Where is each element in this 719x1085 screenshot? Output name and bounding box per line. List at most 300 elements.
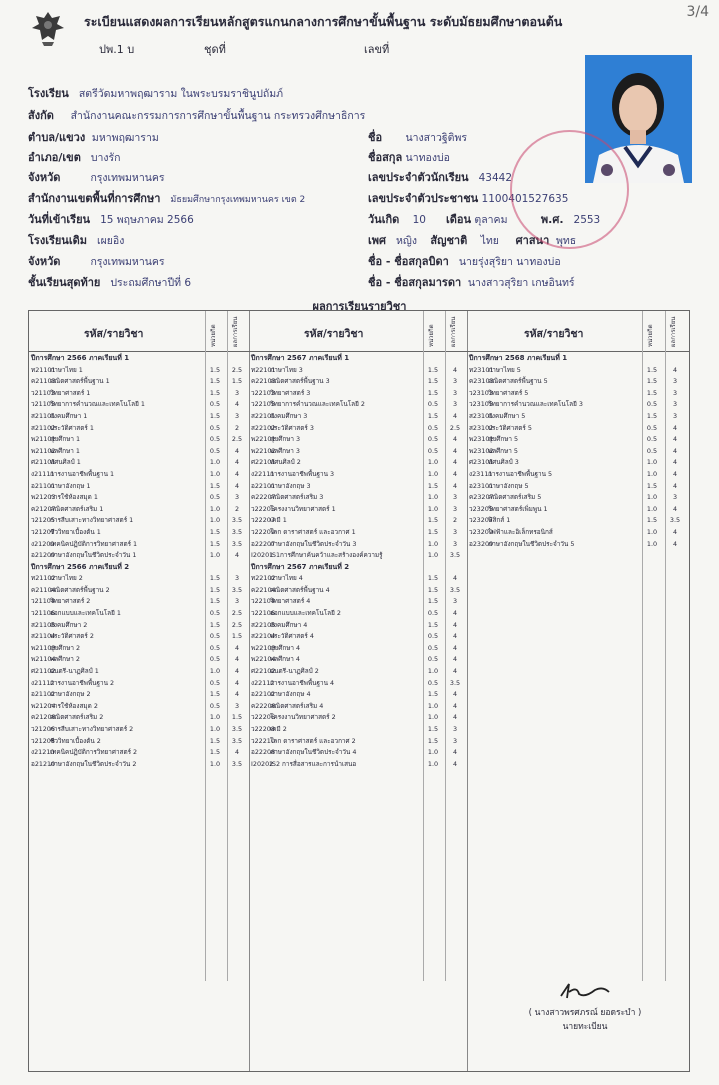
course-code: อ21209 — [31, 551, 56, 560]
course-grade: 3.5 — [231, 725, 243, 733]
school-name: สตรีวัดมหาพฤฒาราม ในพระบรมราชินูปถัมภ์ — [78, 88, 284, 100]
course-row — [469, 515, 687, 527]
citizen-id-row: เลขประจำตัวประชาชน 1100401527635 — [368, 192, 569, 205]
course-name: สังคมศึกษา 3 — [270, 411, 308, 420]
course-grade: 3 — [452, 527, 458, 536]
course-row — [251, 712, 465, 724]
course-grade: 3 — [452, 539, 458, 548]
course-row — [251, 376, 465, 388]
course-name: ภาษาอังกฤษ 4 — [270, 690, 311, 699]
course-grade: 3 — [452, 377, 458, 386]
course-code: ท23101 — [469, 365, 494, 374]
course-credit: 1.0 — [646, 458, 658, 467]
course-grade: 3 — [452, 504, 458, 513]
course-code: ค21104 — [31, 585, 56, 594]
results-title: ผลการเรียนรายวิชา — [312, 300, 407, 313]
course-name: ภาษาอังกฤษในชีวิตประจำวัน 2 — [50, 759, 137, 768]
course-row — [31, 585, 247, 597]
course-grade: 4 — [452, 643, 458, 652]
course-credit: 0.5 — [646, 435, 658, 444]
course-row — [31, 573, 247, 585]
course-grade: 2.5 — [231, 365, 243, 374]
course-code: ส23101 — [469, 411, 494, 420]
course-row — [31, 504, 247, 516]
course-grade: 4 — [452, 667, 458, 676]
course-name: การงานอาชีพพื้นฐาน 3 — [270, 469, 335, 478]
course-name: คณิตศาสตร์พื้นฐาน 3 — [270, 377, 330, 386]
area-office-row: สำนักงานเขตพื้นที่การศึกษา มัธยมศึกษากรุงเทพมหานคร เขต 2 — [28, 192, 306, 205]
course-code: ว21104 — [31, 597, 55, 606]
course-name: คณิตศาสตร์เสริม 2 — [50, 713, 104, 722]
province-row: จังหวัด กรุงเทพมหานคร — [28, 171, 165, 184]
course-name: โลก ดาราศาสตร์ และอวกาศ 2 — [270, 736, 356, 745]
course-grade: 4 — [452, 655, 458, 664]
course-grade: 4 — [452, 701, 458, 710]
course-name: สุขศึกษา 4 — [270, 643, 301, 652]
course-row — [31, 724, 247, 736]
term-heading: ปีการศึกษา 2566 ภาคเรียนที่ 1 — [31, 354, 130, 362]
course-grade: 3.5 — [669, 516, 681, 525]
course-name: ออกแบบและเทคโนโลยี 1 — [50, 609, 121, 618]
course-code: พ21203 — [31, 493, 56, 502]
course-name: ทัศนศิลป์ 2 — [270, 458, 301, 467]
course-credit: 1.0 — [646, 469, 658, 478]
course-row — [251, 492, 465, 504]
course-credit: 0.5 — [427, 400, 439, 409]
course-code: ว21105 — [31, 400, 55, 409]
course-name: วิทยาศาสตร์ 3 — [270, 388, 311, 397]
course-credit: 0.5 — [427, 678, 439, 687]
course-row — [31, 701, 247, 713]
course-name: สังคมศึกษา 1 — [50, 411, 88, 420]
course-row — [469, 527, 687, 539]
registrar-signature-block — [505, 980, 665, 1033]
student-surname-row: ชื่อสกุล นาทองบ่อ — [368, 151, 450, 164]
term-heading: ปีการศึกษา 2567 ภาคเรียนที่ 1 — [251, 354, 350, 362]
birthdate-row: วันเกิด 10 เดือน ตุลาคม พ.ศ. 2553 — [368, 213, 601, 226]
course-credit: 1.5 — [209, 527, 221, 536]
course-name: สังคมศึกษา 2 — [50, 620, 88, 629]
course-credit: 1.5 — [209, 388, 221, 397]
course-code: ง21111 — [31, 469, 55, 478]
course-name: สุขศึกษา 1 — [50, 435, 81, 444]
course-name: เทคนิคปฏิบัติการวิทยาศาสตร์ 2 — [50, 748, 138, 757]
course-credit: 1.5 — [646, 365, 658, 374]
course-code: พ21102 — [31, 446, 56, 455]
registrar-title: นายทะเบียน — [562, 1022, 608, 1032]
course-name: ชีววิทยาเบื้องต้น 1 — [50, 527, 101, 536]
course-grade: 4 — [672, 469, 678, 478]
course-grade: 2 — [452, 516, 458, 525]
course-grade: 4 — [452, 574, 458, 583]
course-name: ประวัติศาสตร์ 1 — [50, 423, 94, 432]
course-row — [31, 643, 247, 655]
term-heading: ปีการศึกษา 2567 ภาคเรียนที่ 2 — [251, 562, 350, 571]
course-credit: 1.0 — [646, 539, 658, 548]
course-row — [251, 585, 465, 597]
course-grade: 4 — [672, 481, 678, 490]
course-grade: 4 — [452, 620, 458, 629]
course-code: ว21207 — [31, 527, 55, 536]
subject-header-1: รหัส/รายวิชา — [84, 328, 144, 340]
course-grade: 4 — [672, 527, 678, 536]
course-name: ภาษาอังกฤษในชีวิตประจำวัน 4 — [270, 748, 357, 757]
course-name: วิทยาการคำนวณและเทคโนโลยี 2 — [270, 400, 365, 409]
course-code: I20201 — [251, 551, 274, 560]
course-credit: 1.0 — [209, 516, 221, 525]
course-code: พ21103 — [31, 643, 56, 652]
course-code: ส23102 — [469, 423, 494, 432]
course-code: ค22104 — [251, 585, 276, 594]
course-grade: 2 — [234, 423, 240, 432]
course-credit: 1.0 — [209, 713, 221, 722]
course-row — [31, 631, 247, 643]
course-name: คณิตศาสตร์เสริม 5 — [488, 493, 542, 502]
term-heading: ปีการศึกษา 2566 ภาคเรียนที่ 2 — [31, 562, 130, 571]
course-grade: 4 — [452, 411, 458, 420]
course-name: วิทยาศาสตร์ 5 — [488, 388, 529, 397]
course-grade: 4 — [234, 678, 240, 687]
course-row — [31, 388, 247, 400]
course-code: ว22106 — [251, 609, 275, 618]
course-code: ท22101 — [251, 365, 276, 374]
course-grade: 3 — [234, 701, 240, 710]
course-grade: 4 — [672, 365, 678, 374]
course-code: อ22207 — [251, 539, 276, 548]
course-credit: 1.5 — [427, 377, 439, 386]
course-name: ประวัติศาสตร์ 4 — [270, 632, 314, 641]
course-row — [251, 527, 465, 539]
results-list-3 — [469, 353, 687, 550]
course-name: คณิตศาสตร์พื้นฐาน 4 — [270, 585, 330, 594]
course-grade: 3.5 — [449, 678, 461, 687]
course-name: วิทยาศาสตร์ 2 — [50, 597, 91, 606]
course-name: IS1การศึกษาค้นคว้าและสร้างองค์ความรู้ — [270, 551, 383, 560]
course-credit: 0.5 — [427, 632, 439, 641]
subject-header-2: รหัส/รายวิชา — [304, 328, 364, 340]
course-row — [251, 539, 465, 551]
course-credit: 1.0 — [427, 748, 439, 757]
course-grade: 4 — [234, 643, 240, 652]
course-credit: 1.5 — [427, 597, 439, 606]
course-code: ท21101 — [31, 365, 56, 374]
course-name: เทคนิคปฏิบัติการวิทยาศาสตร์ 1 — [50, 539, 138, 548]
course-grade: 3 — [672, 388, 678, 397]
credit-header-1: หน่วยกิต — [210, 324, 217, 347]
course-grade: 1.5 — [231, 713, 243, 722]
course-row — [251, 666, 465, 678]
course-credit: 1.0 — [646, 493, 658, 502]
course-grade: 4 — [452, 365, 458, 374]
course-grade: 4 — [672, 504, 678, 513]
set-label: ชุดที่ — [204, 43, 226, 56]
course-code: ค21208 — [31, 713, 56, 722]
course-code: ว22207 — [251, 516, 275, 525]
course-credit: 0.5 — [427, 609, 439, 618]
form-code: ปพ.1 บ — [99, 43, 135, 56]
course-grade: 4 — [234, 667, 240, 676]
course-row — [251, 654, 465, 666]
course-name: การสืบเสาะทางวิทยาศาสตร์ 1 — [50, 516, 134, 525]
course-credit: 1.0 — [209, 667, 221, 676]
course-credit: 1.0 — [427, 713, 439, 722]
credit-header-3: หน่วยกิต — [647, 324, 654, 347]
course-code: พ21101 — [31, 435, 56, 444]
father-row: ชื่อ - ชื่อสกุลบิดา นายรุ่งสุริยา นาทองบ่อ — [368, 255, 561, 268]
course-grade: 1.5 — [231, 632, 243, 641]
course-credit: 0.5 — [209, 435, 221, 444]
course-grade: 4 — [672, 458, 678, 467]
course-credit: 1.0 — [209, 504, 221, 513]
course-credit: 0.5 — [646, 423, 658, 432]
course-name: คณิตศาสตร์เสริม 4 — [270, 701, 324, 710]
course-credit: 0.5 — [427, 655, 439, 664]
course-grade: 3 — [672, 411, 678, 420]
prev-province-row: จังหวัด กรุงเทพมหานคร — [28, 255, 165, 268]
course-credit: 1.5 — [209, 411, 221, 420]
course-name: ภาษาไทย 4 — [270, 574, 303, 583]
course-row — [31, 492, 247, 504]
course-grade: 4 — [234, 655, 240, 664]
course-row — [251, 434, 465, 446]
course-credit: 1.5 — [646, 377, 658, 386]
course-row — [251, 689, 465, 701]
course-code: อ21101 — [31, 481, 56, 490]
affiliation-row: สังกัด สำนักงานคณะกรรมการการศึกษาขั้นพื้นฐาน กระทรวงศึกษาธิการ — [28, 109, 366, 122]
subdistrict-row: ตำบล/แขวง มหาพฤฒาราม — [28, 131, 159, 144]
course-credit: 1.0 — [427, 458, 439, 467]
grade-header-1: ผลการเรียน — [232, 316, 239, 347]
course-row — [31, 469, 247, 481]
registrar-name: ( นางสาวพรศภรณ์ ยอดระบำ ) — [528, 1008, 642, 1018]
course-code: พ22101 — [251, 435, 276, 444]
course-grade: 3 — [672, 377, 678, 386]
garuda-emblem-icon — [30, 8, 66, 48]
course-credit: 1.5 — [646, 481, 658, 490]
course-credit: 1.0 — [209, 551, 221, 560]
grade-header-2: ผลการเรียน — [450, 316, 457, 347]
course-name: ไฟฟ้าและอิเล็กทรอนิกส์ — [488, 527, 553, 536]
course-row — [31, 678, 247, 690]
course-grade: 4 — [672, 539, 678, 548]
course-row — [251, 643, 465, 655]
course-grade: 4 — [452, 469, 458, 478]
course-code: ว21208 — [31, 736, 55, 745]
course-name: วิทยาการคำนวณและเทคโนโลยี 1 — [50, 400, 145, 409]
course-grade: 3 — [234, 597, 240, 606]
course-name: ภาษาอังกฤษ 5 — [488, 481, 529, 490]
course-grade: 4 — [234, 469, 240, 478]
course-row — [469, 434, 687, 446]
course-row — [251, 399, 465, 411]
page-number: 3/4 — [686, 4, 709, 20]
course-grade: 4 — [452, 759, 458, 768]
credit-header-2: หน่วยกิต — [428, 324, 435, 347]
course-row — [251, 457, 465, 469]
course-row — [31, 666, 247, 678]
course-name: ประวัติศาสตร์ 2 — [50, 632, 94, 641]
course-code: ค22207 — [251, 493, 276, 502]
course-credit: 1.5 — [209, 620, 221, 629]
course-row — [251, 608, 465, 620]
course-name: ภาษาอังกฤษ 3 — [270, 481, 311, 490]
course-name: การใช้ห้องสมุด 1 — [50, 493, 98, 502]
course-grade: 2.5 — [231, 609, 243, 618]
course-code: พ22103 — [251, 643, 276, 652]
course-grade: 4 — [452, 713, 458, 722]
course-credit: 1.5 — [427, 527, 439, 536]
course-credit: 1.0 — [427, 701, 439, 710]
course-row — [469, 469, 687, 481]
course-grade: 4 — [234, 551, 240, 560]
mother-row: ชื่อ - ชื่อสกุลมารดา นางสาวสุริยา เกษอินทร์ — [368, 276, 575, 289]
course-credit: 1.0 — [427, 551, 439, 560]
course-row — [469, 399, 687, 411]
course-credit: 1.5 — [209, 481, 221, 490]
course-name: ภาษาไทย 2 — [50, 574, 83, 583]
subject-header-3: รหัส/รายวิชา — [524, 328, 584, 340]
course-row — [469, 481, 687, 493]
course-credit: 1.0 — [646, 527, 658, 536]
course-grade: 4 — [234, 748, 240, 757]
course-code: ศ22102 — [251, 667, 276, 676]
course-credit: 1.5 — [209, 597, 221, 606]
course-name: ทัศนศิลป์ 1 — [50, 458, 81, 467]
course-name: สังคมศึกษา 4 — [270, 620, 308, 629]
course-credit: 1.5 — [209, 690, 221, 699]
course-credit: 1.5 — [427, 736, 439, 745]
course-code: ว21103 — [31, 388, 55, 397]
course-row — [251, 678, 465, 690]
course-credit: 1.0 — [209, 469, 221, 478]
course-grade: 3 — [234, 411, 240, 420]
results-list-2 — [251, 353, 465, 770]
course-credit: 1.5 — [427, 690, 439, 699]
course-grade: 3.5 — [449, 551, 461, 560]
course-row — [251, 620, 465, 632]
course-row — [469, 504, 687, 516]
course-row — [31, 411, 247, 423]
course-row — [31, 596, 247, 608]
course-name: ภาษาไทย 5 — [488, 365, 521, 374]
course-code: ศ22101 — [251, 458, 276, 467]
course-row — [31, 365, 247, 377]
course-grade: 4 — [672, 446, 678, 455]
school-seal-stamp — [510, 130, 629, 249]
course-credit: 1.5 — [427, 481, 439, 490]
course-name: เคมี 2 — [270, 725, 287, 733]
course-code: พ21104 — [31, 655, 56, 664]
course-grade: 4 — [234, 690, 240, 699]
course-credit: 1.0 — [646, 504, 658, 513]
course-name: ประวัติศาสตร์ 3 — [270, 423, 314, 432]
course-code: ว22210 — [251, 736, 275, 745]
course-code: อ21102 — [31, 690, 56, 699]
course-credit: 0.5 — [646, 446, 658, 455]
course-name: การสืบเสาะทางวิทยาศาสตร์ 2 — [50, 725, 134, 733]
course-grade: 3 — [234, 574, 240, 583]
prev-school-row: โรงเรียนเดิม เผยอิง — [28, 234, 125, 247]
course-name: IS2 การสื่อสารและการนำเสนอ — [270, 759, 357, 768]
course-grade: 4 — [452, 632, 458, 641]
course-grade: 3.5 — [231, 527, 243, 536]
course-code: ว22206 — [251, 713, 275, 722]
course-name: ภาษาอังกฤษ 1 — [50, 481, 91, 490]
course-name: การใช้ห้องสมุด 2 — [50, 701, 98, 710]
course-name: ฟิสิกส์ 1 — [488, 516, 511, 525]
course-code: ค22103 — [251, 377, 276, 386]
course-name: การงานอาชีพพื้นฐาน 2 — [50, 678, 115, 687]
course-row — [31, 515, 247, 527]
course-code: อ22102 — [251, 690, 276, 699]
course-grade: 4 — [672, 423, 678, 432]
course-grade: 4 — [452, 481, 458, 490]
course-credit: 1.5 — [646, 411, 658, 420]
course-row — [251, 388, 465, 400]
course-code: ศ21102 — [31, 667, 56, 676]
course-row — [251, 481, 465, 493]
course-name: สุขศึกษา 5 — [488, 435, 519, 444]
course-name: ภาษาอังกฤษในชีวิตประจำวัน 5 — [488, 539, 575, 548]
course-row — [251, 550, 465, 562]
course-credit: 1.5 — [209, 585, 221, 594]
course-grade: 4 — [234, 446, 240, 455]
course-row — [251, 469, 465, 481]
course-code: ว23105 — [469, 400, 493, 409]
course-name: คณิตศาสตร์เสริม 1 — [50, 504, 104, 513]
course-name: วิทยาศาสตร์ 1 — [50, 388, 91, 397]
course-row — [251, 747, 465, 759]
course-code: พ21204 — [31, 701, 56, 710]
course-grade: 3.5 — [231, 736, 243, 745]
course-grade: 4 — [234, 458, 240, 467]
course-code: ง22112 — [251, 678, 275, 687]
course-code: ว21106 — [31, 609, 55, 618]
course-credit: 0.5 — [209, 701, 221, 710]
course-name: ภาษาไทย 3 — [270, 365, 303, 374]
course-row — [31, 608, 247, 620]
course-code: ส21103 — [31, 620, 56, 629]
course-row — [31, 712, 247, 724]
course-grade: 4 — [452, 609, 458, 618]
course-name: คณิตศาสตร์พื้นฐาน 2 — [50, 585, 110, 594]
course-code: ส22102 — [251, 423, 276, 432]
course-code: I20202 — [251, 759, 274, 768]
course-row — [31, 376, 247, 388]
sex-nationality-row: เพศ หญิง สัญชาติ ไทย ศาสนา พุทธ — [368, 234, 577, 247]
course-grade: 3 — [452, 597, 458, 606]
course-code: ส22104 — [251, 632, 276, 641]
course-credit: 1.0 — [427, 504, 439, 513]
course-name: ทัศนศิลป์ 3 — [488, 458, 519, 467]
term-heading: ปีการศึกษา 2568 ภาคเรียนที่ 1 — [469, 354, 568, 362]
course-grade: 4 — [234, 400, 240, 409]
course-credit: 1.5 — [427, 725, 439, 733]
course-code: ส21101 — [31, 411, 56, 420]
course-name: การงานอาชีพพื้นฐาน 5 — [488, 469, 553, 478]
course-grade: 1.5 — [231, 377, 243, 386]
course-credit: 0.5 — [209, 678, 221, 687]
course-row — [251, 504, 465, 516]
course-name: ภาษาอังกฤษ 2 — [50, 690, 91, 699]
course-row — [31, 747, 247, 759]
course-name: การงานอาชีพพื้นฐาน 4 — [270, 678, 335, 687]
course-row — [251, 759, 465, 771]
course-credit: 1.5 — [209, 365, 221, 374]
course-name: วิทยาศาสตร์เพิ่มพูน 1 — [488, 504, 548, 513]
course-code: ง21210 — [31, 748, 55, 757]
course-row — [469, 376, 687, 388]
